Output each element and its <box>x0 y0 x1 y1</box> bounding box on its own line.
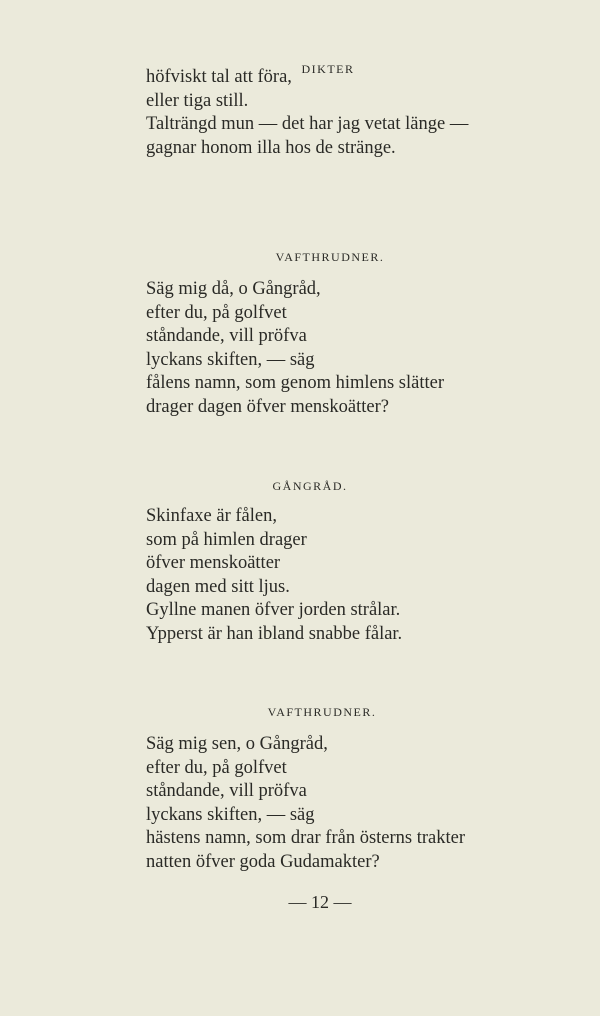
verse-line: öfver menskoätter <box>146 553 281 574</box>
stanza-3 <box>146 505 402 647</box>
verse-line: lyckans skiften, — säg <box>146 349 315 370</box>
stanza-4 <box>146 733 465 875</box>
verse-line: fålens namn, som genom himlens slätter <box>146 373 444 394</box>
running-head: DIKTER <box>301 62 355 76</box>
verse-line: lyckans skiften, — säg <box>146 804 315 825</box>
verse-line: gagnar honom illa hos de stränge. <box>146 137 396 158</box>
verse-line: Gyllne manen öfver jorden strålar. <box>146 600 401 621</box>
stanza-1 <box>146 66 468 160</box>
verse-line: efter du, på golfvet <box>146 757 287 778</box>
verse-line: eller tiga still. <box>146 90 249 111</box>
verse-line: Ypperst är han ibland snabbe fålar. <box>146 623 403 644</box>
speaker-heading: GÅNGRÅD. <box>272 479 348 493</box>
verse-line: Säg mig sen, o Gångråd, <box>146 734 328 754</box>
page-number: — 12 — <box>288 892 352 912</box>
verse-line: ståndande, vill pröfva <box>146 326 307 347</box>
verse-line: som på himlen drager <box>146 529 307 550</box>
verse-line: drager dagen öfver menskoätter? <box>146 396 389 417</box>
verse-line: Säg mig då, o Gångråd, <box>146 279 321 299</box>
verse-line: ståndande, vill pröfva <box>146 781 307 802</box>
verse-line: höfviskt tal att föra, <box>146 67 292 87</box>
verse-line: hästens namn, som drar från österns trakter <box>146 828 466 849</box>
stanza-2 <box>146 278 444 420</box>
verse-line: natten öfver goda Gudamakter? <box>146 851 380 872</box>
speaker-heading: VAFTHRUDNER. <box>275 250 385 264</box>
speaker-heading: VAFTHRUDNER. <box>267 705 377 719</box>
verse-line: Talträngd mun — det har jag vetat länge — <box>146 114 469 135</box>
verse-line: efter du, på golfvet <box>146 302 287 323</box>
verse-line: dagen med sitt ljus. <box>146 576 290 597</box>
verse-line: Skinfaxe är fålen, <box>146 506 277 526</box>
